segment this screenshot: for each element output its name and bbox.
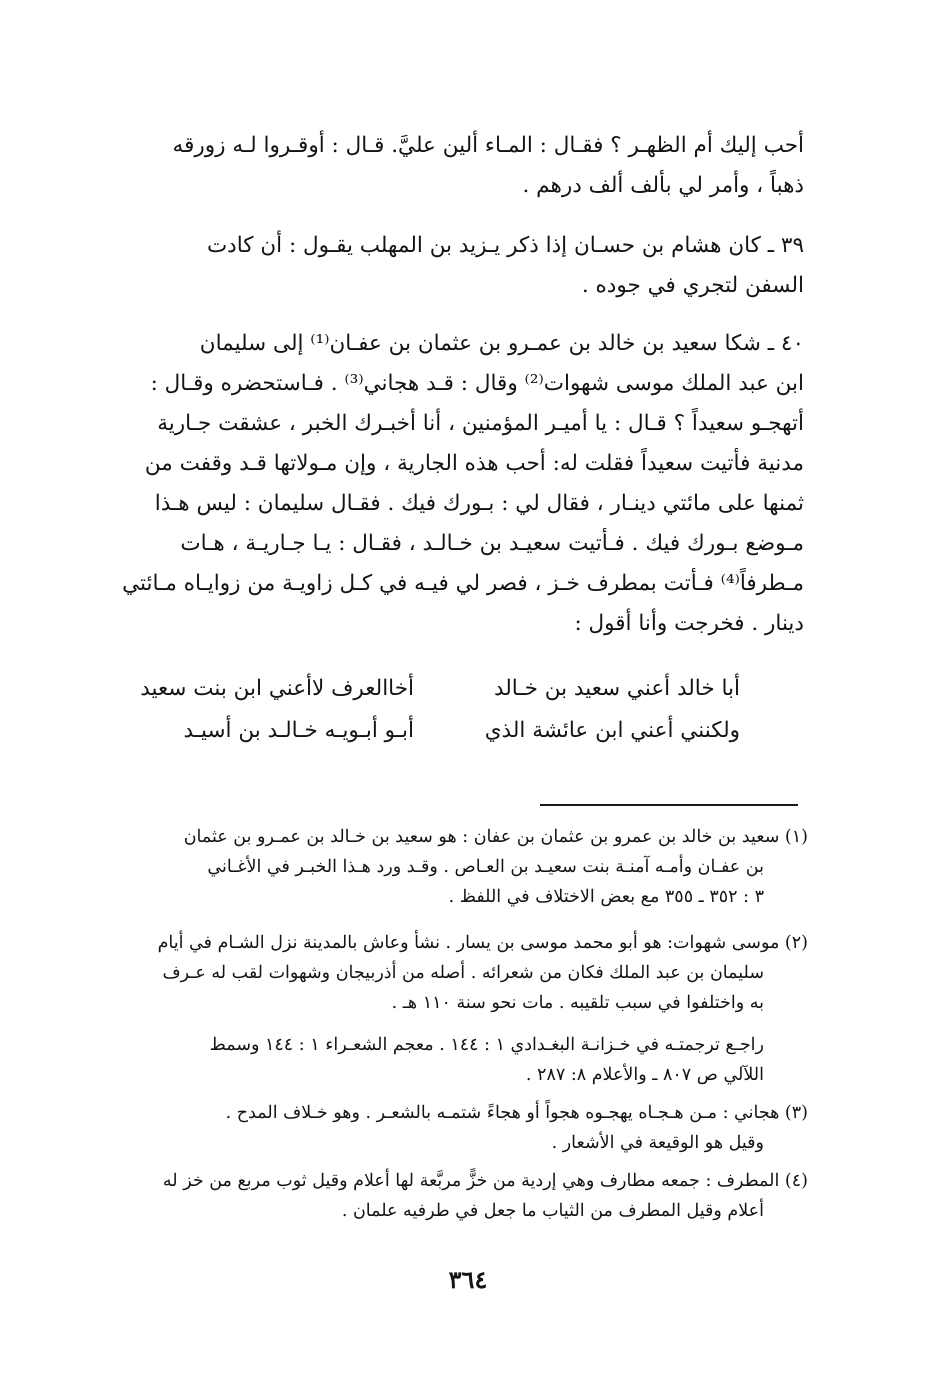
text-line: مدنية فأتيت سعيداً فقلت له: أحب هذه الجارية ، وإن مـولاتها قـد وقفت من — [144, 451, 804, 476]
footnote-line: (٢) موسى شهوات: هو أبو محمد موسى بن يسار . نشأ وعاش بالمدينة نزل الشـام في أيام — [157, 933, 808, 953]
footnote-1 — [96, 822, 808, 912]
text-line: ثمنها على مائتي دينـار ، فقال لي : بـورك فيك . فقـال سليمان : ليس هـذا — [154, 491, 804, 516]
footnote-line: ٣ : ٣٥٢ ـ ٣٥٥ مع بعض الاختلاف في اللفظ . — [448, 887, 764, 907]
text-line: أتهجـو سعيداً ؟ قـال : يا أميـر المؤمنين ، أنا أخبـرك الخبر ، عشقت جـارية — [157, 411, 804, 436]
text-line: دينار . فخرجت وأنا أقول : — [574, 611, 804, 636]
footnote-3 — [96, 1098, 808, 1158]
text-line: أحب إليك أم الظهـر ؟ فقـال : المـاء ألين عليَّ. قـال : أوقـروا لـه زورقه — [172, 133, 804, 158]
footnote-separator — [540, 804, 798, 806]
text-line: مـطرفاً⁽⁴⁾ فـأتت بمطرف خـز ، فصر لي فيـه في كـل زاويـة من زوايـاه مـائتي — [122, 571, 804, 596]
footnote-line: (٣) هجاني : مـن هـجـاه يهجـوه هجواً أو هجاءً شتمـه بالشعـر . وهو خـلاف المدح . — [225, 1103, 808, 1123]
verse-2-first-hemistich: ولكنني أعني ابن عائشة الذي — [484, 718, 740, 743]
footnote-line: راجـع ترجمتـه في خـزانـة البغـدادي ١ : ١٤٤ . معجم الشعـراء ١ : ١٤٤ وسمط — [209, 1035, 764, 1055]
text-line: ٣٩ ـ كان هشام بن حسـان إذا ذكر يـزيد بن المهلب يقـول : أن كادت — [206, 233, 804, 258]
text-line: ابن عبد الملك موسى شهوات⁽²⁾ وقال : قـد هجاني⁽³⁾ . فـاستحضره وقـال : — [150, 371, 804, 396]
footnote-line: أعلام وقيل المطرف من الثياب ما جعل في طرفيه علمان . — [341, 1201, 764, 1221]
footnote-4 — [96, 1166, 808, 1226]
paragraph-intro — [100, 126, 804, 206]
text-line: ذهباً ، وأمر لي بألف ألف درهم . — [522, 173, 804, 198]
footnote-2-references — [96, 1030, 808, 1090]
verse-1-first-hemistich: أبا خالد أعني سعيد بن خـالد — [493, 676, 740, 701]
footnote-line: (٤) المطرف : جمعه مطارف وهي إردية من خزًّ مربَّعة لها أعلام وقيل ثوب مربع من خز له — [162, 1171, 808, 1191]
footnote-line: وقيل هو الوقيعة في الأشعار . — [551, 1133, 764, 1153]
footnote-line: اللآلي ص ٨٠٧ ـ والأعلام ٨: ٢٨٧ . — [525, 1065, 764, 1085]
text-line: مـوضع بـورك فيك . فـأتيت سعيـد بن خـالـد ، فقـال : يـا جـاريـة ، هـات — [180, 531, 804, 556]
page-number: ٣٦٤ — [448, 1265, 488, 1294]
verse-2-second-hemistich: أبـو أبـويـه خـالـد بن أسيـد — [183, 718, 414, 743]
paragraph-39 — [100, 226, 804, 306]
footnote-line: (١) سعيد بن خالد بن عمرو بن عثمان بن عفان : هو سعيد بن خـالد بن عمـرو بن عثمان — [183, 827, 808, 847]
footnote-2 — [96, 928, 808, 1018]
text-line: السفن لتجري في جوده . — [581, 273, 804, 298]
footnote-line: بن عفـان وأمـه آمنـة بنت سعيـد بن العـاص . وقـد ورد هـذا الخبـر في الأغـاني — [207, 857, 764, 877]
text-line: ٤٠ ـ شكا سعيد بن خالد بن عمـرو بن عثمان بن عفـان⁽¹⁾ إلى سليمان — [199, 331, 804, 356]
footnote-line: به واختلفوا في سبب تلقيبه . مات نحو سنة ١١٠ هـ . — [391, 993, 764, 1013]
paragraph-40 — [100, 324, 804, 644]
verse-1-second-hemistich: أخاالعرف لاأعني ابن بنت سعيد — [140, 676, 414, 701]
footnote-line: سليمان بن عبد الملك فكان من شعرائه . أصله من أذربيجان وشهوات لقب له عـرف — [162, 963, 764, 983]
